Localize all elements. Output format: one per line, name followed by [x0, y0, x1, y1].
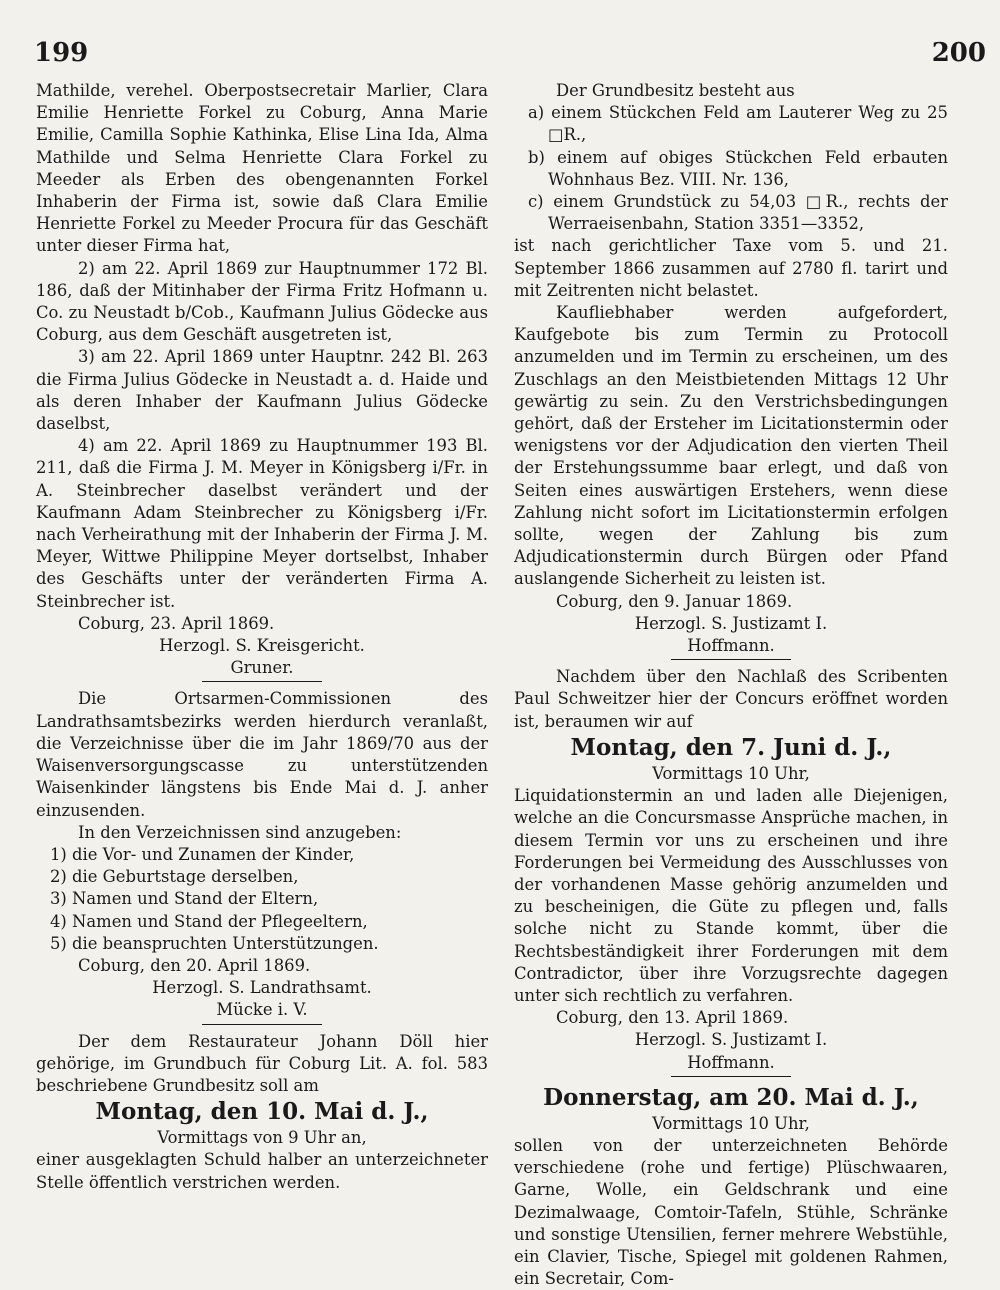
list-item: b) einem auf obiges Stückchen Feld erbauten Wohnhaus Bez. VIII. Nr. 136,	[528, 147, 948, 189]
list-item: c) einem Grundstück zu 54,03 □R., rechts der Werraeisenbahn, Station 3351—3352,	[528, 192, 948, 234]
right-column	[514, 80, 948, 1290]
entry-4: 4) am 22. April 1869 zu Hauptnummer 193 Bl. 211, daß die Firma J. M. Meyer in Königsberg i/Fr. in A. Steinbrecher daselbst verändert und der Kaufmann Adam Steinbrecher zu Königsberg i/Fr. nach Verheirathung mit der Inhaberin der Firma J. M. Meyer, Wittwe Philippine Meyer dortselbst, Inhaber des Geschäfts unter der veränderten Firma A. Steinbrecher ist.	[36, 436, 488, 611]
concurs-notice-body: Liquidationstermin an und laden alle Diejenigen, welche an die Concursmasse Ansprüche machen, in diesem Termin vor uns zu erscheinen und ihre Forderungen bei Vermeidung des Ausschlusses von der vorhandenen Masse gehörig anzumelden und zu bescheinigen, die Güte zu pflegen und, falls solche nicht zu Stande kommt, über die Rechtsbeständigkeit ihrer Forderungen mit dem Contradictor, über ihre Vorzugsrechte dagegen unter sich rechtlich zu verfahren.	[514, 786, 948, 1005]
auction-notice-end: einer ausgeklagten Schuld halber an unterzeichneter Stelle öffentlich verstrichen werden.	[36, 1150, 488, 1192]
signature: Gruner.	[230, 658, 294, 678]
divider	[671, 1076, 791, 1077]
notice-firm-entries-continued: Mathilde, verehel. Oberpostsecretair Marlier, Clara Emilie Henriette Forkel zu Coburg, Anna Marie Emilie, Camilla Sophie Kathinka, Elise Lina Ida, Alma Mathilde und Selma Henriette Clara Forkel zu Meeder als Erben des obengenannten Forkel Inhaberin der Firma ist, sowie daß Clara Emilie Henriette Forkel zu Meeder Procura für das Geschäft unter dieser Firma hat,	[36, 81, 488, 256]
date-line: Coburg, den 13. April 1869.	[556, 1008, 789, 1028]
list-item: 5) die beanspruchten Unterstützungen.	[50, 933, 379, 953]
orphan-notice-intro: In den Verzeichnissen sind anzugeben:	[78, 822, 402, 842]
divider	[671, 659, 791, 660]
bidding-conditions: Kaufliebhaber werden aufgefordert, Kaufgebote bis zum Termin zu Protocoll anzumelden und im Termin zu erscheinen, um des Zuschlags an den Meistbietenden Mittags 12 Uhr gewärtig zu sein. Zu den Verstrichsbedingungen gehört, daß der Ersteher im Licitationstermin oder wenigstens vor der Adjudication den vierten Theil der Erstehungssumme baar erlegt, und daß von Seiten eines auswärtigen Erstehers, wenn diese Zahlung nicht sofort im Licitationstermin erfolgen sollte, wegen der Zahlung bis zum Adjudicationstermin durch Bürgen oder Pfand auslangende Sicherheit zu leisten ist.	[514, 303, 948, 589]
sale-time: Vormittags 10 Uhr,	[652, 1113, 810, 1133]
left-column	[36, 80, 488, 1194]
concurs-date-heading: Montag, den 7. Juni d. J.,	[570, 733, 892, 761]
list-item: 3) Namen und Stand der Eltern,	[50, 889, 319, 909]
property-list	[514, 102, 948, 235]
signature: Hoffmann.	[687, 636, 775, 656]
property-intro: Der Grundbesitz besteht aus	[556, 81, 795, 100]
list-item: a) einem Stückchen Feld am Lauterer Weg zu 25 □R.,	[528, 103, 948, 145]
signature: Mücke i. V.	[216, 1000, 308, 1020]
list-item: 2) die Geburtstage derselben,	[50, 867, 299, 887]
page-number-left: 199	[34, 38, 89, 68]
page-number-right: 200	[931, 38, 986, 68]
date-line: Coburg, 23. April 1869.	[78, 613, 275, 633]
date-line: Coburg, den 9. Januar 1869.	[556, 591, 793, 611]
auction-date-heading: Montag, den 10. Mai d. J.,	[95, 1098, 429, 1126]
orphan-notice: Die Ortsarmen-Commissionen des Landrathsamtsbezirks werden hierdurch veranlaßt, die Verzeichnisse über die im Jahr 1869/70 aus der Waisenversorgungscasse zu unterstützenden Waisenkinder längstens bis Ende Mai d. J. anher einzusenden.	[36, 689, 488, 820]
authority-line: Herzogl. S. Landrathsamt.	[152, 978, 372, 998]
auction-time: Vormittags von 9 Uhr an,	[157, 1128, 367, 1148]
auction-notice: Der dem Restaurateur Johann Döll hier gehörige, im Grundbuch für Coburg Lit. A. fol. 583 beschriebene Grundbesitz soll am	[36, 1031, 488, 1095]
list-item: 1) die Vor- und Zunamen der Kinder,	[50, 844, 355, 864]
concurs-time: Vormittags 10 Uhr,	[652, 763, 810, 783]
divider	[202, 681, 322, 682]
property-valuation: ist nach gerichtlicher Taxe vom 5. und 21. September 1866 zusammen auf 2780 fl. tarirt und mit Zeitrenten nicht belastet.	[514, 236, 948, 300]
date-line: Coburg, den 20. April 1869.	[78, 955, 311, 975]
divider	[202, 1024, 322, 1025]
orphan-list	[36, 844, 488, 955]
authority-line: Herzogl. S. Justizamt I.	[634, 613, 828, 633]
entry-3: 3) am 22. April 1869 unter Hauptnr. 242 Bl. 263 die Firma Julius Gödecke in Neustadt a. d. Haide und als deren Inhaber der Kaufmann Julius Gödecke daselbst,	[36, 347, 488, 434]
authority-line: Herzogl. S. Justizamt I.	[634, 1030, 828, 1050]
concurs-notice: Nachdem über den Nachlaß des Scribenten Paul Schweitzer hier der Concurs eröffnet worden ist, beraumen wir auf	[514, 667, 948, 731]
sale-notice: sollen von der unterzeichneten Behörde verschiedene (rohe und fertige) Plüschwaaren, Garne, Wolle, ein Geldschrank und eine Dezimalwaage, Comtoir-Tafeln, Stühle, Schränke und sonstige Utensilien, ferner mehrere Webstühle, ein Clavier, Tische, Spiegel mit goldenen Rahmen, ein Secretair, Com-	[514, 1135, 948, 1289]
entry-2: 2) am 22. April 1869 zur Hauptnummer 172 Bl. 186, daß der Mitinhaber der Firma Fritz Hofmann u. Co. zu Neustadt b/Cob., Kaufmann Julius Gödecke aus Coburg, aus dem Geschäft ausgetreten ist,	[36, 258, 488, 345]
signature: Hoffmann.	[687, 1052, 775, 1072]
authority-line: Herzogl. S. Kreisgericht.	[159, 636, 365, 656]
sale-date-heading: Donnerstag, am 20. Mai d. J.,	[543, 1083, 919, 1111]
list-item: 4) Namen und Stand der Pflegeeltern,	[50, 911, 368, 931]
